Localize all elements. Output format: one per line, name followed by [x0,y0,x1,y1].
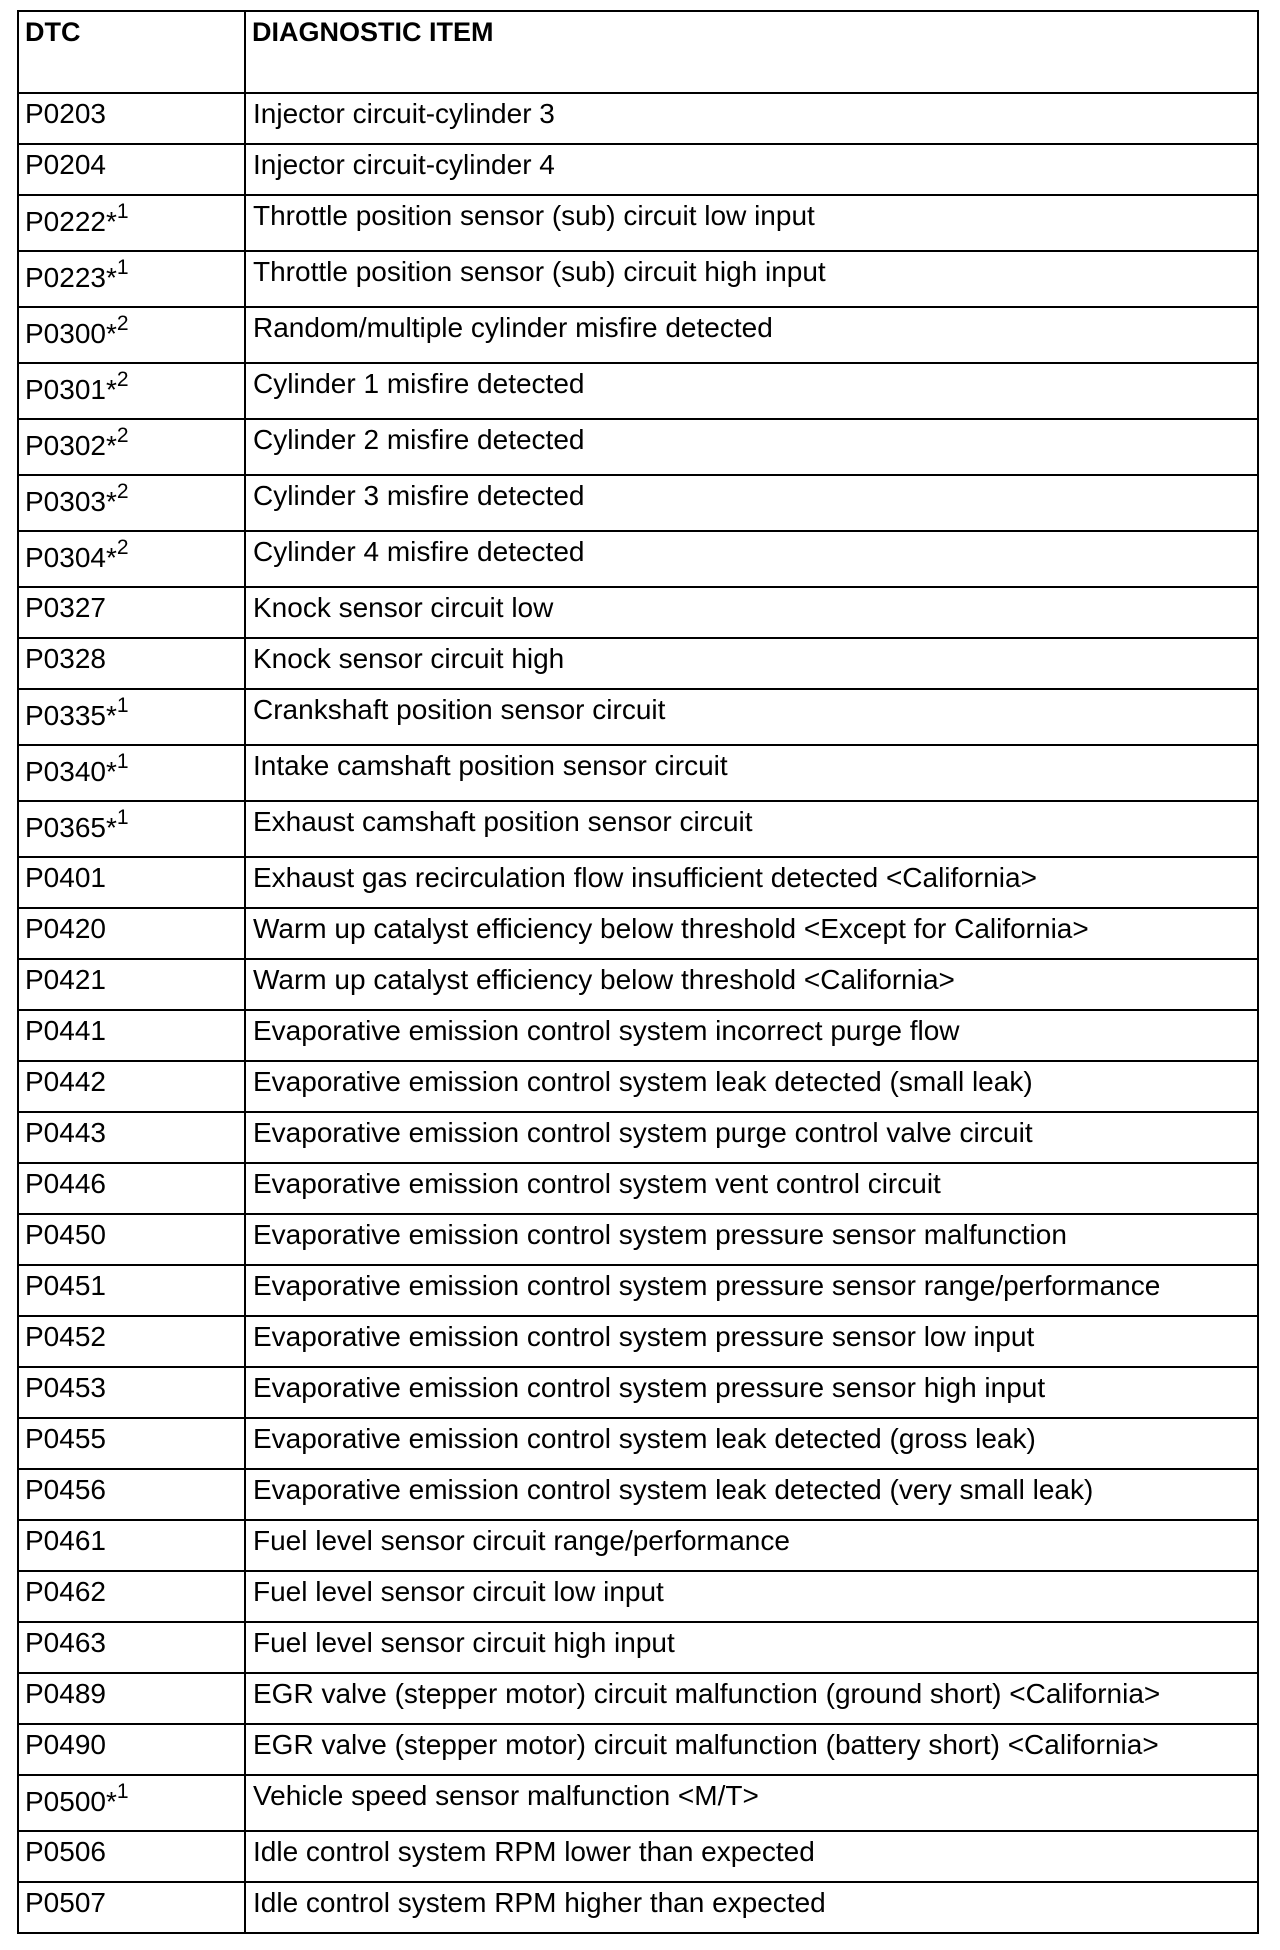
dtc-code-cell [18,1010,245,1061]
diagnostic-item-cell: Idle control system RPM higher than expected [245,1882,1258,1933]
table-row [18,638,1258,689]
dtc-code: P0303 [25,486,106,517]
dtc-code: P0456 [25,1474,106,1505]
dtc-code: P0443 [25,1117,106,1148]
diagnostic-item-cell: Cylinder 3 misfire detected [245,475,1258,531]
table-row [18,1367,1258,1418]
dtc-code-cell [18,1214,245,1265]
footnote-asterisk: * [105,430,117,461]
footnote-asterisk: * [105,374,117,405]
table-row [18,1520,1258,1571]
dtc-code-wrap [25,424,129,462]
dtc-code-wrap [25,98,106,129]
dtc-column-header: DTC [18,11,245,93]
dtc-code: P0441 [25,1015,106,1046]
table-row [18,419,1258,475]
dtc-code-cell [18,689,245,745]
dtc-code-cell [18,587,245,638]
dtc-code-wrap [25,1525,106,1556]
dtc-code-wrap [25,1780,129,1818]
dtc-code: P0506 [25,1836,106,1867]
dtc-code-cell [18,1724,245,1775]
table-row [18,1010,1258,1061]
diagnostic-item-cell: Evaporative emission control system leak detected (gross leak) [245,1418,1258,1469]
dtc-code-cell [18,1520,245,1571]
table-row [18,531,1258,587]
dtc-code-wrap [25,750,129,788]
dtc-code-cell [18,1831,245,1882]
dtc-code-cell [18,363,245,419]
dtc-code-wrap [25,1474,106,1505]
dtc-code: P0507 [25,1887,106,1918]
table-row [18,908,1258,959]
dtc-code-cell [18,307,245,363]
dtc-code-cell [18,419,245,475]
table-row [18,1112,1258,1163]
dtc-code: P0490 [25,1729,106,1760]
diagnostic-item-cell: Evaporative emission control system leak detected (very small leak) [245,1469,1258,1520]
footnote-number: 2 [116,367,129,391]
dtc-code-cell [18,93,245,144]
dtc-code-cell [18,801,245,857]
table-header-row [18,11,1258,93]
dtc-code: P0450 [25,1219,106,1250]
dtc-code-wrap [25,913,106,944]
diagnostic-item-cell: Cylinder 4 misfire detected [245,531,1258,587]
dtc-code-cell [18,1469,245,1520]
dtc-code-wrap [25,200,129,238]
footnote-number: 1 [116,255,129,279]
dtc-code-wrap [25,1321,106,1352]
diagnostic-item-cell: Crankshaft position sensor circuit [245,689,1258,745]
dtc-code-cell [18,857,245,908]
dtc-code-cell [18,475,245,531]
dtc-code-wrap [25,149,106,180]
dtc-code: P0401 [25,862,106,893]
diagnostic-item-cell: Cylinder 2 misfire detected [245,419,1258,475]
diagnostic-item-cell: Exhaust camshaft position sensor circuit [245,801,1258,857]
dtc-code: P0328 [25,643,106,674]
dtc-code-wrap [25,1372,106,1403]
dtc-code-wrap [25,1576,106,1607]
dtc-code: P0223 [25,262,106,293]
dtc-code-wrap [25,694,129,732]
diagnostic-item-cell: Throttle position sensor (sub) circuit high input [245,251,1258,307]
footnote-number: 2 [116,535,129,559]
table-row [18,587,1258,638]
dtc-code-cell [18,908,245,959]
dtc-code-wrap [25,862,106,893]
table-row [18,251,1258,307]
dtc-code-wrap [25,1015,106,1046]
diagnostic-item-cell: Knock sensor circuit high [245,638,1258,689]
footnote-number: 1 [116,1779,129,1803]
dtc-code-cell [18,959,245,1010]
diagnostic-item-cell: Evaporative emission control system pressure sensor range/performance [245,1265,1258,1316]
dtc-code-cell [18,531,245,587]
dtc-code-wrap [25,1678,106,1709]
dtc-code-wrap [25,312,129,350]
footnote-asterisk: * [105,262,117,293]
footnote-number: 1 [116,199,129,223]
dtc-code-wrap [25,806,129,844]
dtc-code-wrap [25,1219,106,1250]
diagnostic-item-cell: Random/multiple cylinder misfire detected [245,307,1258,363]
table-row [18,1622,1258,1673]
dtc-table-body [18,11,1258,1933]
footnote-number: 2 [116,311,129,335]
diagnostic-item-cell: Evaporative emission control system purge control valve circuit [245,1112,1258,1163]
table-row [18,1571,1258,1622]
table-row [18,144,1258,195]
dtc-code-wrap [25,1887,106,1918]
table-row [18,801,1258,857]
footnote-asterisk: * [105,206,117,237]
dtc-code-cell [18,1418,245,1469]
diagnostic-item-cell: Fuel level sensor circuit low input [245,1571,1258,1622]
diagnostic-item-cell: Vehicle speed sensor malfunction <M/T> [245,1775,1258,1831]
dtc-code-cell [18,1571,245,1622]
dtc-code-wrap [25,1836,106,1867]
table-row [18,1316,1258,1367]
diagnostic-item-cell: Throttle position sensor (sub) circuit low input [245,195,1258,251]
diagnostic-item-cell: Warm up catalyst efficiency below threshold <Except for California> [245,908,1258,959]
diagnostic-item-cell: Fuel level sensor circuit range/performance [245,1520,1258,1571]
dtc-code-wrap [25,1117,106,1148]
dtc-code-cell [18,1163,245,1214]
table-row [18,307,1258,363]
table-row [18,1775,1258,1831]
dtc-code-cell [18,1112,245,1163]
diagnostic-item-cell: Warm up catalyst efficiency below threshold <California> [245,959,1258,1010]
dtc-code: P0463 [25,1627,106,1658]
footnote-number: 2 [116,423,129,447]
diagnostic-item-cell: Evaporative emission control system pressure sensor high input [245,1367,1258,1418]
dtc-code-wrap [25,480,129,518]
dtc-code: P0421 [25,964,106,995]
diagnostic-item-cell: Injector circuit-cylinder 3 [245,93,1258,144]
table-row [18,475,1258,531]
diagnostic-item-cell: Evaporative emission control system pressure sensor malfunction [245,1214,1258,1265]
footnote-number: 1 [116,693,129,717]
table-row [18,1061,1258,1112]
dtc-code-wrap [25,536,129,574]
table-row [18,1724,1258,1775]
dtc-code: P0500 [25,1786,106,1817]
footnote-asterisk: * [105,812,117,843]
dtc-code-wrap [25,643,106,674]
diagnostic-item-cell: Fuel level sensor circuit high input [245,1622,1258,1673]
dtc-code-wrap [25,1423,106,1454]
footnote-asterisk: * [105,1786,117,1817]
diagnostic-item-cell: Evaporative emission control system leak detected (small leak) [245,1061,1258,1112]
dtc-code-cell [18,195,245,251]
dtc-code: P0420 [25,913,106,944]
diagnostic-item-cell: Idle control system RPM lower than expected [245,1831,1258,1882]
table-row [18,745,1258,801]
dtc-code: P0446 [25,1168,106,1199]
dtc-code-wrap [25,1729,106,1760]
table-row [18,195,1258,251]
dtc-code-wrap [25,964,106,995]
diagnostic-item-cell: Knock sensor circuit low [245,587,1258,638]
dtc-code: P0452 [25,1321,106,1352]
dtc-code-wrap [25,1168,106,1199]
footnote-asterisk: * [105,542,117,573]
dtc-code-cell [18,251,245,307]
footnote-asterisk: * [105,318,117,349]
dtc-code: P0451 [25,1270,106,1301]
table-row [18,363,1258,419]
table-row [18,1214,1258,1265]
footnote-asterisk: * [105,756,117,787]
dtc-code-cell [18,745,245,801]
table-row [18,1882,1258,1933]
diagnostic-item-cell: EGR valve (stepper motor) circuit malfunction (ground short) <California> [245,1673,1258,1724]
footnote-number: 1 [116,805,129,829]
dtc-code-wrap [25,592,106,623]
table-row [18,1265,1258,1316]
dtc-code-cell [18,1673,245,1724]
table-row [18,1163,1258,1214]
dtc-code-cell [18,1622,245,1673]
table-row [18,1418,1258,1469]
diagnostic-item-cell: Exhaust gas recirculation flow insufficient detected <California> [245,857,1258,908]
dtc-code: P0453 [25,1372,106,1403]
table-row [18,1469,1258,1520]
dtc-code: P0304 [25,542,106,573]
dtc-code-cell [18,1775,245,1831]
dtc-code: P0455 [25,1423,106,1454]
diagnostic-item-cell: Cylinder 1 misfire detected [245,363,1258,419]
diagnostic-item-cell: Evaporative emission control system vent control circuit [245,1163,1258,1214]
table-row [18,1673,1258,1724]
dtc-code: P0300 [25,318,106,349]
diagnostic-item-cell: Intake camshaft position sensor circuit [245,745,1258,801]
table-row [18,689,1258,745]
dtc-code-cell [18,144,245,195]
diagnostic-item-cell: Evaporative emission control system pressure sensor low input [245,1316,1258,1367]
dtc-code-cell [18,1316,245,1367]
dtc-code-cell [18,1367,245,1418]
dtc-code: P0442 [25,1066,106,1097]
table-row [18,857,1258,908]
diagnostic-item-cell: Evaporative emission control system incorrect purge flow [245,1010,1258,1061]
dtc-code-cell [18,1061,245,1112]
dtc-code: P0489 [25,1678,106,1709]
dtc-code: P0327 [25,592,106,623]
dtc-code: P0302 [25,430,106,461]
diagnostic-item-cell: EGR valve (stepper motor) circuit malfunction (battery short) <California> [245,1724,1258,1775]
dtc-code-wrap [25,368,129,406]
dtc-code: P0204 [25,149,106,180]
table-row [18,1831,1258,1882]
dtc-code-wrap [25,256,129,294]
dtc-code-cell [18,1882,245,1933]
footnote-number: 2 [116,479,129,503]
dtc-code: P0301 [25,374,106,405]
footnote-number: 1 [116,749,129,773]
dtc-code: P0335 [25,700,106,731]
footnote-asterisk: * [105,486,117,517]
diagnostic-item-column-header: DIAGNOSTIC ITEM [245,11,1258,93]
dtc-code-wrap [25,1066,106,1097]
dtc-code: P0462 [25,1576,106,1607]
dtc-code-cell [18,638,245,689]
dtc-code: P0203 [25,98,106,129]
table-row [18,93,1258,144]
dtc-code-wrap [25,1627,106,1658]
dtc-code: P0222 [25,206,106,237]
dtc-code: P0365 [25,812,106,843]
table-row [18,959,1258,1010]
dtc-code-wrap [25,1270,106,1301]
footnote-asterisk: * [105,700,117,731]
dtc-code-cell [18,1265,245,1316]
dtc-code: P0340 [25,756,106,787]
dtc-table [17,10,1259,1934]
dtc-code: P0461 [25,1525,106,1556]
diagnostic-item-cell: Injector circuit-cylinder 4 [245,144,1258,195]
